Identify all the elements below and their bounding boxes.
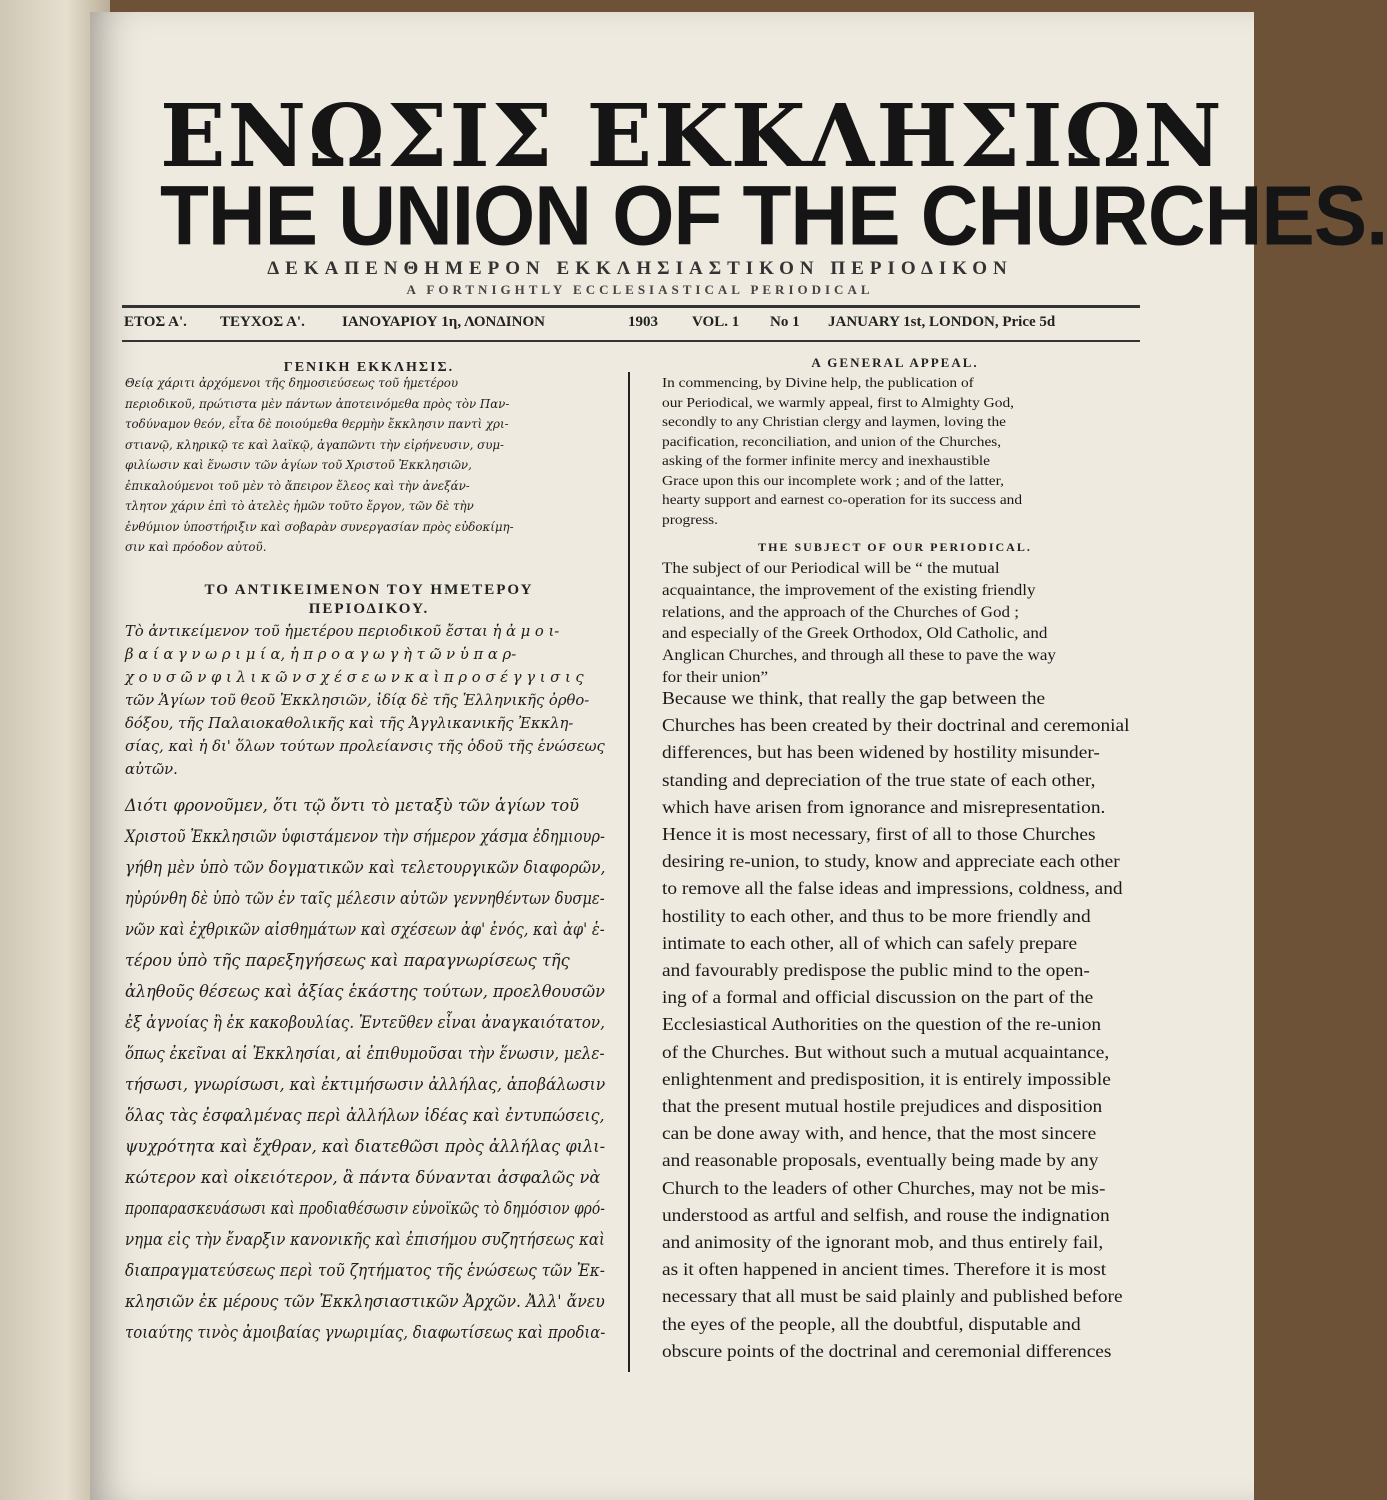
greek-heading-general-appeal: ΓΕΝΙΚΗ ΕΚΚΛΗΣΙΣ.: [283, 360, 455, 375]
english-text-line: understood as artful and selfish, and rouse the indignation: [662, 1204, 1110, 1225]
greek-text-line: τοιαύτης τινὸς ἀμοιβαίας γνωριμίας, διαφωτίσεως καὶ προδια-: [125, 1323, 606, 1342]
greek-text-line: τλητον χάριν ἐπὶ τὸ ἀτελὲς ἡμῶν τοῦτο ἔργον, τῶν δὲ τὴν: [125, 499, 474, 513]
column-divider: [628, 372, 630, 1372]
greek-text-line: νημα εἰς τὴν ἔναρξιν κανονικῆς καὶ ἐπισήμου συζητήσεως καὶ: [125, 1230, 605, 1249]
meta-date-greek: ΙΑΝΟΥΑΡΙΟΥ 1η, ΛΟΝΔΙΝΟΝ: [342, 314, 545, 330]
greek-text-line: αὐτῶν.: [125, 760, 178, 778]
greek-text-line: περιοδικοῦ, πρώτιστα μὲν πάντων ἀποτεινόμεθα πρὸς τὸν Παν-: [125, 396, 510, 411]
english-subtitle: A FORTNIGHTLY ECCLESIASTICAL PERIODICAL: [406, 282, 874, 297]
greek-subtitle: ΔΕΚΑΠΕΝΘΗΜΕΡΟΝ ΕΚΚΛΗΣΙΑΣΤΙΚΟΝ ΠΕΡΙΟΔΙΚΟΝ: [267, 258, 1013, 279]
english-text-line: The subject of our Periodical will be “ the mutual: [662, 560, 1000, 577]
english-text-line: and especially of the Greek Orthodox, Old Catholic, and: [662, 625, 1048, 643]
greek-text-line: δόξου, τῆς Παλαιοκαθολικῆς καὶ τῆς Ἀγγλικανικῆς Ἐκκλη-: [125, 714, 574, 732]
greek-text-line: ηὐρύνθη δὲ ὑπὸ τῶν ἐν ταῖς μέλεσιν αὐτῶν γεννηθέντων δυσμε-: [125, 889, 605, 908]
english-text-line: Anglican Churches, and through all these to pave the way: [662, 647, 1056, 665]
greek-text-line: τήσωσι, γνωρίσωσι, καὶ ἐκτιμήσωσιν ἀλλήλας, ἀποβάλωσιν: [125, 1075, 606, 1094]
english-text-line: relations, and the approach of the Churches of God ;: [662, 603, 1020, 621]
english-heading-general-appeal: A GENERAL APPEAL.: [811, 355, 979, 370]
english-text-line: In commencing, by Divine help, the publication of: [662, 376, 974, 391]
greek-text-line: ὅλας τὰς ἐσφαλμένας περὶ ἀλλήλων ἰδέας καὶ ἐντυπώσεις,: [125, 1106, 605, 1125]
greek-text-line: ὅπως ἐκεῖναι αἱ Ἐκκλησίαι, αἱ ἐπιθυμοῦσαι τὴν ἕνωσιν, μελε-: [125, 1044, 605, 1063]
english-text-line: secondly to any Christian clergy and laymen, loving the: [662, 415, 1007, 430]
english-text-line: ing of a formal and official discussion on the part of the: [662, 987, 1094, 1008]
meta-vol: VOL. 1: [692, 314, 740, 330]
greek-title: ΕΝΩΣΙΣ ΕΚΚΛΗΣΙΩΝ: [160, 86, 1224, 187]
english-text-line: and favourably predispose the public mind to the open-: [662, 960, 1090, 980]
greek-text-line: στιανῷ, κληρικῷ τε καὶ λαϊκῷ, ἀγαπῶντι τὴν εἰρήνευσιν, συμ-: [125, 437, 505, 452]
greek-text-line: Τὸ ἀντικείμενον τοῦ ἡμετέρου περιοδικοῦ ἔσται ἡ ἀ μ ο ι-: [125, 622, 560, 640]
greek-text-line: ἐνθύμιον ὑποστήριξιν καὶ σοβαρὰν συνεργασίαν πρὸς εὐδοκίμη-: [125, 519, 514, 534]
english-text-line: Hence it is most necessary, first of all to those Churches: [662, 824, 1096, 844]
english-text-line: hearty support and earnest co-operation for its success and: [662, 493, 1023, 508]
meta-teuchos: ΤΕΥΧΟΣ Α'.: [220, 314, 305, 330]
english-text-line: pacification, reconciliation, and union of the Churches,: [662, 434, 1002, 450]
english-text-line: Churches has been created by their doctrinal and ceremonial: [662, 715, 1130, 736]
greek-text-line: σιν καὶ πρόοδον αὐτοῦ.: [125, 540, 267, 554]
greek-text-line: κώτερον καὶ οἰκειότερον, ἃ πάντα δύνανται ἀσφαλῶς νὰ: [125, 1168, 601, 1187]
english-text-line: intimate to each other, all of which can safely prepare: [662, 932, 1078, 953]
meta-etos: ΕΤΟΣ Α'.: [124, 314, 187, 330]
greek-text-line: Διότι φρονοῦμεν, ὅτι τῷ ὄντι τὸ μεταξὺ τῶν ἁγίων τοῦ: [125, 796, 579, 815]
english-text-line: Ecclesiastical Authorities on the question of the re-union: [662, 1014, 1102, 1035]
english-text-line: differences, but has been widened by hostility misunder-: [662, 742, 1100, 763]
english-text-line: of the Churches. But without such a mutual acquaintance,: [662, 1041, 1110, 1062]
meta-year: 1903: [628, 314, 658, 330]
english-text-line: as it often happened in ancient times. Therefore it is most: [662, 1259, 1107, 1280]
greek-text-line: ψυχρότητα καὶ ἔχθραν, καὶ διατεθῶσι πρὸς ἀλλήλας φιλι-: [125, 1137, 606, 1156]
greek-text-line: νῶν καὶ ἐχθρικῶν αἰσθημάτων καὶ σχέσεων ἀφ' ἑνός, καὶ ἀφ' ἑ-: [125, 920, 605, 939]
greek-text-line: κλησιῶν ἐκ μέρους τῶν Ἐκκλησιαστικῶν Ἀρχῶν. Ἀλλ' ἄνευ: [125, 1292, 605, 1311]
top-rule: [122, 305, 1140, 308]
greek-text-line: Χριστοῦ Ἐκκλησιῶν ὑφιστάμενον τὴν σήμερον χάσμα ἐδημιουρ-: [125, 827, 605, 846]
greek-text-line: φιλίωσιν καὶ ἕνωσιν τῶν ἁγίων τοῦ Χριστοῦ Ἐκκλησιῶν,: [125, 458, 472, 472]
greek-text-line: ἀληθοῦς θέσεως καὶ ἀξίας ἑκάστης τούτων, προελθουσῶν: [125, 982, 605, 1001]
english-text-line: that the present mutual hostile prejudices and disposition: [662, 1096, 1103, 1116]
english-text-line: our Periodical, we warmly appeal, first to Almighty God,: [662, 395, 1014, 411]
greek-text-line: σίας, καὶ ἡ δι' ὅλων τούτων προλείανσις τῆς ὁδοῦ τῆς ἑνώσεως: [125, 737, 605, 755]
greek-text-line: διαπραγματεύσεως περὶ τοῦ ζητήματος τῆς ἑνώσεως τῶν Ἐκ-: [125, 1261, 605, 1280]
greek-text-line: ἐξ ἀγνοίας ἢ ἐκ κακοβουλίας. Ἐντεῦθεν εἶναι ἀναγκαιότατον,: [125, 1013, 605, 1032]
english-text-line: and animosity of the ignorant mob, and thus entirely fail,: [662, 1232, 1104, 1252]
english-text-line: standing and depreciation of the true state of each other,: [662, 769, 1096, 790]
english-text-line: desiring re-union, to study, know and appreciate each other: [662, 851, 1120, 872]
english-heading-subject: THE SUBJECT OF OUR PERIODICAL.: [758, 540, 1032, 554]
english-title: THE UNION OF THE CHURCHES.: [160, 168, 1387, 263]
greek-text-line: τῶν Ἁγίων τοῦ θεοῦ Ἐκκλησιῶν, ἰδίᾳ δὲ τῆς Ἑλληνικῆς ὀρθο-: [125, 691, 590, 709]
greek-text-line: β α ί α γ ν ω ρ ι μ ί α, ἡ π ρ ο α γ ω γ ὴ τ ῶ ν ὑ π α ρ-: [125, 645, 517, 663]
english-text-line: necessary that all must be said plainly and published before: [662, 1286, 1123, 1307]
greek-text-line: τοδύναμον θεόν, εἶτα δὲ ποιούμεθα θερμὴν ἔκκλησιν παντὶ χρι-: [125, 417, 509, 431]
greek-heading-subject-2: ΠΕΡΙΟΔΙΚΟΥ.: [308, 601, 430, 617]
english-text-line: enlightenment and predisposition, it is entirely impossible: [662, 1068, 1111, 1089]
english-text-line: obscure points of the doctrinal and ceremonial differences: [662, 1340, 1112, 1361]
english-text-line: asking of the former infinite mercy and inexhaustible: [662, 454, 991, 469]
english-text-line: which have arisen from ignorance and misrepresentation.: [662, 796, 1106, 817]
greek-text-line: Θείᾳ χάριτι ἀρχόμενοι τῆς δημοσιεύσεως τοῦ ἡμετέρου: [125, 376, 459, 390]
english-text-line: to remove all the false ideas and impressions, coldness, and: [662, 878, 1123, 899]
greek-heading-subject: ΤΟ ΑΝΤΙΚΕΙΜΕΝΟΝ ΤΟΥ ΗΜΕΤΕΡΟΥ: [204, 582, 534, 598]
english-text-line: Church to the leaders of other Churches, may not be mis-: [662, 1177, 1106, 1198]
greek-text-line: τέρου ὑπὸ τῆς παρεξηγήσεως καὶ παραγνωρίσεως τῆς: [125, 951, 570, 970]
english-text-line: hostility to each other, and thus to be more friendly and: [662, 905, 1091, 926]
english-text-line: for their union”: [662, 669, 769, 686]
english-text-line: Because we think, that really the gap between the: [662, 688, 1046, 708]
english-text-line: acquaintance, the improvement of the existing friendly: [662, 581, 1036, 599]
greek-text-line: γήθη μὲν ὑπὸ τῶν δογματικῶν καὶ τελετουργικῶν διαφορῶν,: [125, 858, 606, 877]
english-text-line: can be done away with, and hence, that the most sincere: [662, 1123, 1097, 1144]
english-text-line: the eyes of the people, all the doubtful, disputable and: [662, 1313, 1081, 1334]
english-text-line: Grace upon this our incomplete work ; and of the latter,: [662, 473, 1004, 489]
english-text-line: and reasonable proposals, eventually being made by any: [662, 1150, 1099, 1171]
english-text-line: progress.: [662, 512, 719, 528]
greek-text-line: χ ο υ σ ῶ ν φ ι λ ι κ ῶ ν σ χ έ σ ε ω ν κ α ὶ π ρ ο σ έ γ γ ι σ ι ς: [125, 668, 584, 686]
meta-date-english: JANUARY 1st, LONDON, Price 5d: [828, 314, 1056, 330]
meta-no: No 1: [770, 314, 800, 330]
greek-text-line: προπαρασκευάσωσι καὶ προδιαθέσωσιν εὐνοϊκῶς τὸ δημόσιον φρό-: [125, 1199, 605, 1218]
greek-text-line: ἐπικαλούμενοι τοῦ μὲν τὸ ἄπειρον ἔλεος καὶ τὴν ἀνεξάν-: [125, 478, 470, 493]
bottom-rule: [122, 340, 1140, 342]
